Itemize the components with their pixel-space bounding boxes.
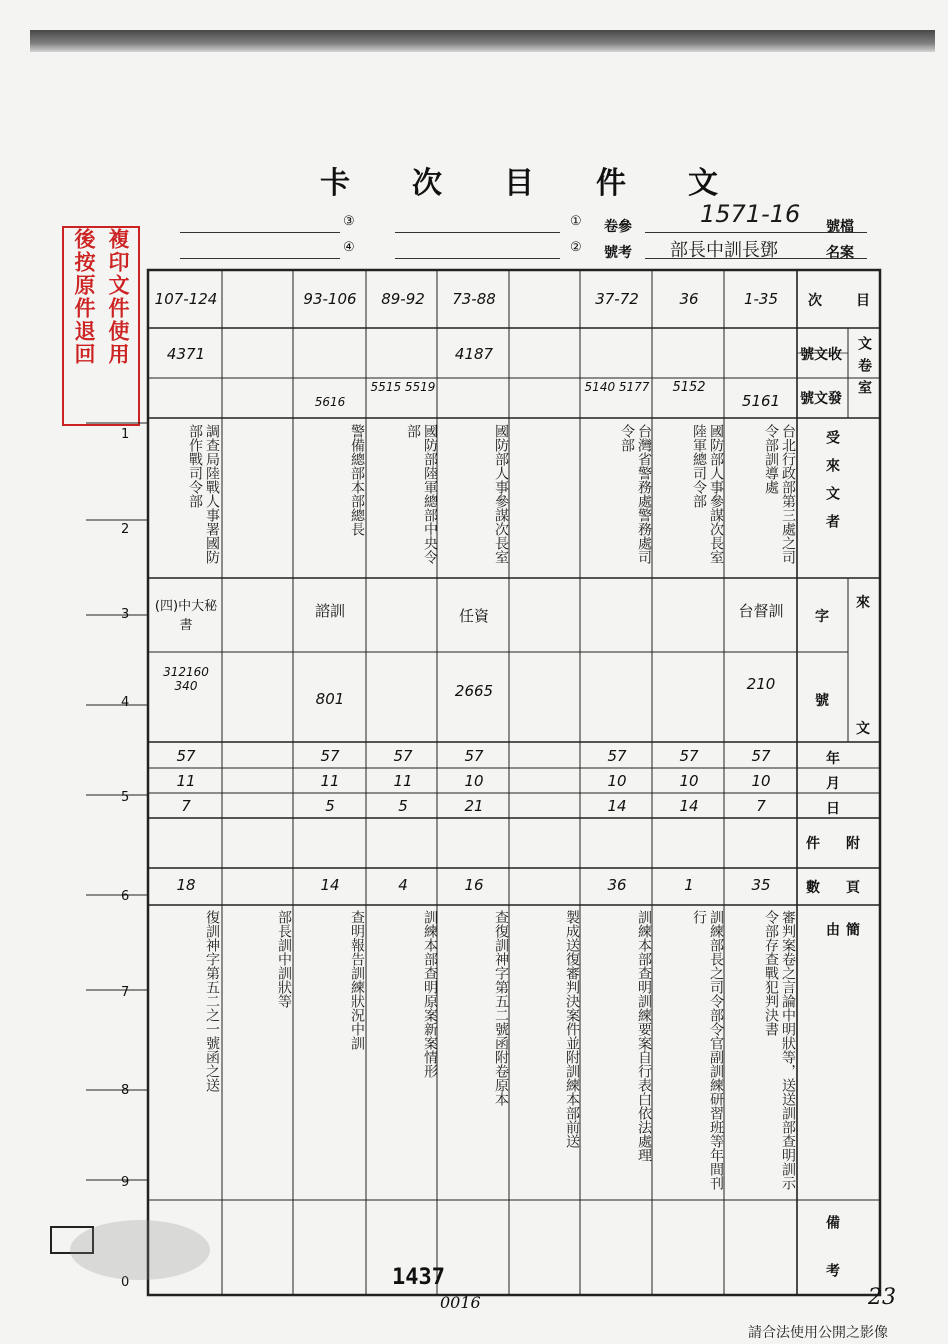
cell-char: 台督訓 xyxy=(738,602,784,620)
label-incoming: 來 xyxy=(856,595,870,611)
cell-month: 10 xyxy=(464,772,484,790)
cell-year: 57 xyxy=(607,747,627,765)
row-number: 7 xyxy=(121,985,130,1000)
cell-range: 36 xyxy=(679,290,699,308)
cell-char: (四)中大秘書 xyxy=(154,599,218,633)
circle-2: ② xyxy=(570,240,582,255)
cell-pages: 4 xyxy=(398,876,408,894)
cell-month: 11 xyxy=(393,772,413,790)
label-pages-2: 數 xyxy=(806,880,820,896)
cell-sender: 國防部人事參謀次長室 xyxy=(493,424,509,564)
cell-summary: 復訓神字第五二之一號函之送 xyxy=(204,910,220,1092)
row-number: 3 xyxy=(121,607,130,622)
label-doc: 文 xyxy=(856,721,870,737)
cell-range: 89-92 xyxy=(381,290,425,308)
cell-sender: 警備總部本部總長 xyxy=(349,424,365,536)
cell-pages: 1 xyxy=(684,876,694,894)
row-number: 4 xyxy=(121,695,130,710)
vol-ref-label: 卷參 xyxy=(604,219,632,235)
cell-day: 7 xyxy=(756,797,766,815)
label-num: 號 xyxy=(815,693,829,709)
page-number: 1437 xyxy=(392,1265,445,1290)
label-recv-no: 號文收 xyxy=(800,347,842,363)
row-number: 8 xyxy=(121,1083,130,1098)
case-name-value: 部長中訓長鄧 xyxy=(670,240,778,261)
circle-4: ④ xyxy=(343,240,355,255)
row-number: 1 xyxy=(121,427,130,442)
cell-month: 10 xyxy=(751,772,771,790)
cell-month: 11 xyxy=(176,772,196,790)
label-send-no: 號文發 xyxy=(800,391,842,407)
cell-num: 312160 340 xyxy=(163,665,209,693)
title-char: 卡 xyxy=(320,166,352,201)
cell-sender: 台北行政部第三處之司令部訓導處 xyxy=(763,424,796,564)
title-char: 文 xyxy=(688,166,720,201)
cell-num: 2665 xyxy=(454,682,494,700)
cell-day: 7 xyxy=(181,797,191,815)
cell-summary: 查明報告訓練狀況中訓 xyxy=(349,910,365,1050)
cell-summary: 訓練本部查明原案新案情形 xyxy=(422,910,438,1078)
cell-summary: 部長訓中訓狀等 xyxy=(276,910,292,1008)
label-char: 字 xyxy=(815,609,829,625)
label-year: 年 xyxy=(826,751,840,767)
stamp-text-2: 後按原件退回 xyxy=(72,228,97,366)
cell-num: 801 xyxy=(315,690,345,708)
row-number: 9 xyxy=(121,1175,130,1190)
usage-notice: 請合法使用公開之影像 xyxy=(748,1325,888,1341)
cell-pages: 35 xyxy=(751,876,771,894)
cell-summary: 審判案卷之言論中明狀等，送送訓部查明訓示令部存查戰犯判決書 xyxy=(763,910,796,1190)
cell-year: 57 xyxy=(176,747,196,765)
sub-number: 0016 xyxy=(440,1293,481,1312)
label-pages-1: 頁 xyxy=(846,880,860,896)
label-day: 日 xyxy=(826,801,840,817)
cell-day: 14 xyxy=(679,797,699,815)
label-attach-2: 件 xyxy=(806,836,820,852)
cell-pages: 18 xyxy=(176,876,196,894)
cell-range: 107-124 xyxy=(154,290,218,308)
cell-range: 73-88 xyxy=(452,290,496,308)
row-number: 2 xyxy=(121,522,130,537)
label-sender: 受來文者 xyxy=(824,430,840,542)
cell-month: 10 xyxy=(607,772,627,790)
cell-year: 57 xyxy=(393,747,413,765)
cell-day: 5 xyxy=(398,797,408,815)
label-month: 月 xyxy=(826,776,840,792)
cell-pages: 36 xyxy=(607,876,627,894)
cell-day: 14 xyxy=(607,797,627,815)
cell-range: 37-72 xyxy=(595,290,639,308)
cell-year: 57 xyxy=(751,747,771,765)
cell-summary: 訓練本部查明訓練要案自行表白依法處理 xyxy=(636,910,652,1162)
cell-char: 諮訓 xyxy=(314,602,345,620)
cell-month: 10 xyxy=(679,772,699,790)
title-char: 次 xyxy=(412,166,444,201)
cell-send-no: 5140 5177 xyxy=(584,380,650,394)
cell-sender: 台灣省警務處警務處司令部 xyxy=(619,424,652,564)
title-char: 目 xyxy=(504,166,536,201)
row-number: 5 xyxy=(121,790,130,805)
cell-sender: 國防部陸軍總部中央令部 xyxy=(405,424,438,564)
cell-recv-no: 4187 xyxy=(454,345,494,363)
cell-char: 任資 xyxy=(458,607,489,625)
cell-year: 57 xyxy=(320,747,340,765)
corner-number: 23 xyxy=(868,1285,896,1310)
cell-pages: 14 xyxy=(320,876,340,894)
cell-year: 57 xyxy=(464,747,484,765)
label-attach-1: 附 xyxy=(846,836,860,852)
archive-watermark xyxy=(70,1220,210,1280)
cell-day: 5 xyxy=(325,797,335,815)
label-remarks: 備考 xyxy=(824,1215,840,1311)
cell-send-no: 5152 xyxy=(672,380,706,395)
case-name-label: 名案 xyxy=(826,245,854,261)
cell-summary: 製成送復審判決案件並附訓練本部前送 xyxy=(564,910,580,1148)
cell-send-no: 5616 xyxy=(314,395,346,409)
cell-recv-no: 4371 xyxy=(166,345,206,363)
cell-num: 210 xyxy=(746,675,776,693)
stamp-text-1: 複印文件使用 xyxy=(106,228,131,366)
cell-sender: 調查局陸戰人事署國防部作戰司令部 xyxy=(187,424,220,564)
cell-summary: 訓練部長之司令部令官副訓練研習班等年間刊行 xyxy=(691,910,724,1190)
cell-year: 57 xyxy=(679,747,699,765)
cell-send-no: 5515 5519 xyxy=(370,380,436,394)
circle-1: ① xyxy=(570,214,582,229)
row-number: 6 xyxy=(121,889,130,904)
row-number: 0 xyxy=(121,1275,130,1290)
cell-send-no: 5161 xyxy=(741,392,781,410)
cell-summary: 查復訓神字第五二號函附卷原本 xyxy=(493,910,509,1106)
cell-sender: 國防部人事參謀次長室陸軍總司令部 xyxy=(691,424,724,564)
title-char: 件 xyxy=(596,166,628,201)
label-archive: 文卷室 xyxy=(856,336,872,402)
label-order: 次 目 xyxy=(808,293,880,309)
cell-month: 11 xyxy=(320,772,340,790)
cell-range: 1-35 xyxy=(743,290,779,308)
file-no-value: 1571-16 xyxy=(700,200,801,228)
ref-no-label: 號考 xyxy=(604,245,632,261)
label-summary: 簡由 xyxy=(824,922,860,1156)
cell-day: 21 xyxy=(464,797,484,815)
circle-3: ③ xyxy=(343,214,355,229)
file-no-label: 號檔 xyxy=(826,219,854,235)
cell-range: 93-106 xyxy=(303,290,357,308)
cell-pages: 16 xyxy=(464,876,484,894)
